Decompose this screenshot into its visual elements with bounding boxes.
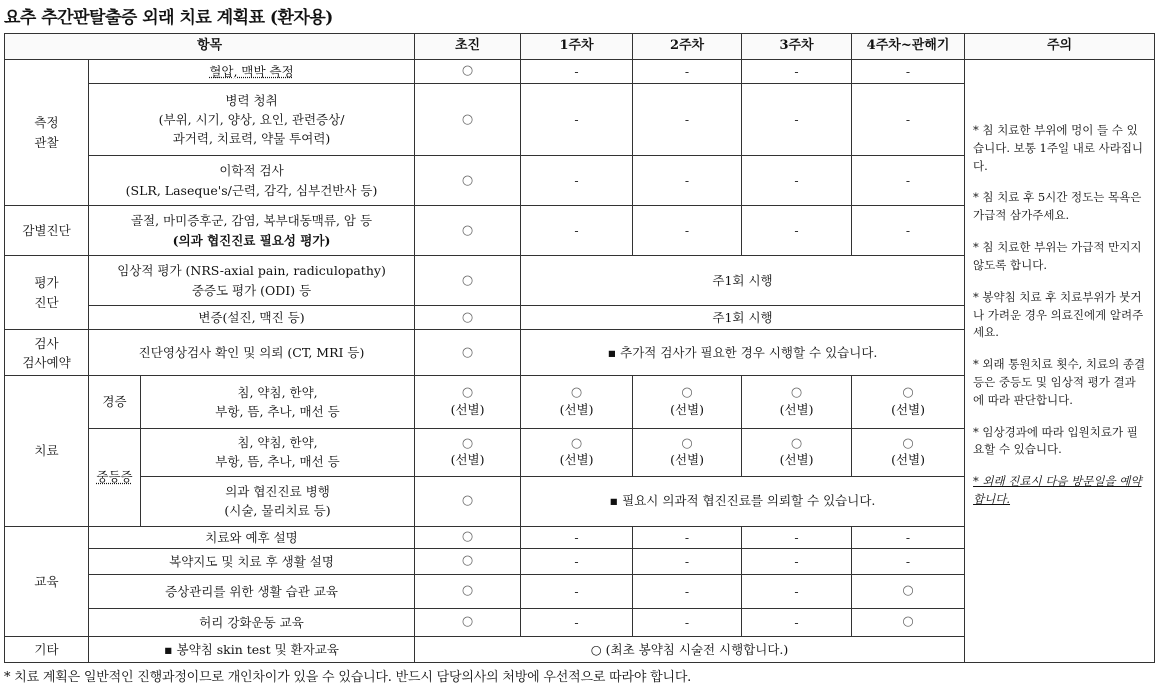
mark-dash: -	[633, 156, 742, 206]
header-row	[5, 34, 1155, 60]
note-item: * 침 치료한 부위는 가급적 만지지 않도록 합니다.	[973, 240, 1142, 272]
item-history: 병력 청취 (부위, 시기, 양상, 요인, 관련증상/ 과거력, 치료력, 약물 투여력)	[89, 84, 415, 156]
item-moderate-treatment: 침, 약침, 한약, 부항, 뜸, 추나, 매선 등	[141, 428, 415, 476]
item-bp: 혈압, 맥박 측정	[89, 60, 415, 84]
item-differential: 골절, 마미증후군, 감염, 복부대동맥류, 암 등 (의과 협진진료 필요성 평가)	[89, 206, 415, 256]
item-exercise: 허리 강화운동 교육	[89, 608, 415, 636]
item-skin-test: ▪ 봉약침 skin test 및 환자교육	[89, 636, 415, 662]
span-pattern-weekly: 주1회 시행	[521, 306, 965, 330]
note-item: * 침 치료한 부위에 멍이 들 수 있습니다. 보통 1주일 내로 사라집니다.	[973, 123, 1144, 173]
item-mild-treatment: 침, 약침, 한약, 부항, 뜸, 추나, 매선 등	[141, 376, 415, 428]
mark-circle: ○	[415, 306, 521, 330]
mark-circle: ○	[415, 608, 521, 636]
mark-dash: -	[521, 526, 633, 548]
mark-dash: -	[521, 84, 633, 156]
item-lifestyle: 증상관리를 위한 생활 습관 교육	[89, 574, 415, 608]
mark-selective: ○ (선별)	[521, 428, 633, 476]
mark-dash: -	[742, 608, 852, 636]
mark-selective: ○ (선별)	[415, 376, 521, 428]
mark-selective: ○ (선별)	[633, 428, 742, 476]
mark-circle: ○	[852, 574, 965, 608]
mark-circle: ○	[415, 476, 521, 526]
mark-dash: -	[852, 206, 965, 256]
mark-dash: -	[742, 60, 852, 84]
note-item: * 봉약침 치료 후 치료부위가 붓거나 가려운 경우 의료진에게 알려주세요.	[973, 289, 1144, 340]
note-item: * 외래 통원치료 횟수, 치료의 종결 등은 중등도 및 임상적 평가 결과에 따라 판단합니다.	[973, 357, 1146, 407]
note-item: * 임상경과에 따라 입원치료가 필요할 수 있습니다.	[973, 424, 1138, 457]
header-item: 항목	[5, 34, 415, 60]
mark-dash: -	[633, 574, 742, 608]
item-physical-exam: 이학적 검사 (SLR, Laseque's/근력, 감각, 심부건반사 등)	[89, 156, 415, 206]
mark-dash: -	[521, 574, 633, 608]
item-clinical-eval: 임상적 평가 (NRS-axial pain, radiculopathy) 중증도 평가 (ODI) 등	[89, 256, 415, 306]
mark-dash: -	[633, 206, 742, 256]
treatment-plan-table	[4, 33, 1155, 663]
header-week1: 1주차	[521, 34, 633, 60]
mark-dash: -	[742, 548, 852, 574]
span-skin-test: ○ (최초 봉약침 시술전 시행합니다.)	[415, 636, 965, 662]
mark-selective: ○ (선별)	[633, 376, 742, 428]
mark-circle: ○	[415, 206, 521, 256]
mark-dash: -	[852, 84, 965, 156]
mark-dash: -	[633, 526, 742, 548]
mark-dash: -	[852, 548, 965, 574]
page-title: 요추 추간판탈출증 외래 치료 계획표 (환자용)	[4, 8, 333, 28]
span-imaging: ▪ 추가적 검사가 필요한 경우 시행할 수 있습니다.	[521, 330, 965, 376]
severity-moderate: 중등증	[89, 428, 141, 526]
mark-dash: -	[742, 206, 852, 256]
mark-dash: -	[521, 608, 633, 636]
item-medical-coop: 의과 협진진료 병행 (시술, 물리치료 등)	[141, 476, 415, 526]
severity-mild: 경증	[89, 376, 141, 428]
mark-circle: ○	[415, 156, 521, 206]
mark-circle: ○	[415, 60, 521, 84]
mark-selective: ○ (선별)	[742, 376, 852, 428]
group-treatment: 치료	[5, 376, 89, 526]
mark-dash: -	[742, 574, 852, 608]
mark-selective: ○ (선별)	[852, 376, 965, 428]
header-first-visit: 초진	[415, 34, 521, 60]
group-differential: 감별진단	[5, 206, 89, 256]
mark-selective: ○ (선별)	[742, 428, 852, 476]
mark-dash: -	[852, 156, 965, 206]
mark-selective: ○ (선별)	[415, 428, 521, 476]
mark-circle: ○	[415, 330, 521, 376]
group-evaluation: 평가 진단	[5, 256, 89, 330]
item-prognosis: 치료와 예후 설명	[89, 526, 415, 548]
mark-dash: -	[633, 608, 742, 636]
mark-circle: ○	[415, 256, 521, 306]
mark-dash: -	[633, 60, 742, 84]
group-education: 교육	[5, 526, 89, 636]
mark-selective: ○ (선별)	[521, 376, 633, 428]
group-etc: 기타	[5, 636, 89, 662]
notes-column	[965, 60, 1155, 663]
item-medication-guide: 복약지도 및 치료 후 생활 설명	[89, 548, 415, 574]
mark-dash: -	[633, 84, 742, 156]
mark-dash: -	[742, 84, 852, 156]
mark-dash: -	[521, 206, 633, 256]
group-imaging: 검사 검사예약	[5, 330, 89, 376]
mark-dash: -	[852, 60, 965, 84]
header-notes: 주의	[965, 34, 1155, 60]
group-measure: 측정 관찰	[5, 60, 89, 206]
mark-dash: -	[521, 548, 633, 574]
span-clinical-weekly: 주1회 시행	[521, 256, 965, 306]
footer-disclaimer: * 치료 계획은 일반적인 진행과정이므로 개인차이가 있을 수 있습니다. 반드시 담당의사의 처방에 우선적으로 따라야 합니다.	[4, 670, 692, 685]
mark-dash: -	[742, 156, 852, 206]
header-week3: 3주차	[742, 34, 852, 60]
table-row	[5, 60, 1155, 84]
mark-dash: -	[521, 60, 633, 84]
mark-circle: ○	[415, 84, 521, 156]
mark-selective: ○ (선별)	[852, 428, 965, 476]
mark-circle: ○	[415, 526, 521, 548]
header-week4: 4주차~관해기	[852, 34, 965, 60]
span-medical-coop: ▪ 필요시 의과적 협진진료를 의뢰할 수 있습니다.	[521, 476, 965, 526]
mark-dash: -	[742, 526, 852, 548]
mark-dash: -	[521, 156, 633, 206]
mark-dash: -	[633, 548, 742, 574]
note-item: * 침 치료 후 5시간 정도는 목욕은 가급적 삼가주세요.	[973, 190, 1142, 223]
item-imaging: 진단영상검사 확인 및 의뢰 (CT, MRI 등)	[89, 330, 415, 376]
mark-circle: ○	[415, 574, 521, 608]
item-pattern-diagnosis: 변증(설진, 맥진 등)	[89, 306, 415, 330]
mark-circle: ○	[415, 548, 521, 574]
mark-dash: -	[852, 526, 965, 548]
note-item: * 외래 진료시 다음 방문일을 예약합니다.	[973, 474, 1142, 506]
header-week2: 2주차	[633, 34, 742, 60]
mark-circle: ○	[852, 608, 965, 636]
